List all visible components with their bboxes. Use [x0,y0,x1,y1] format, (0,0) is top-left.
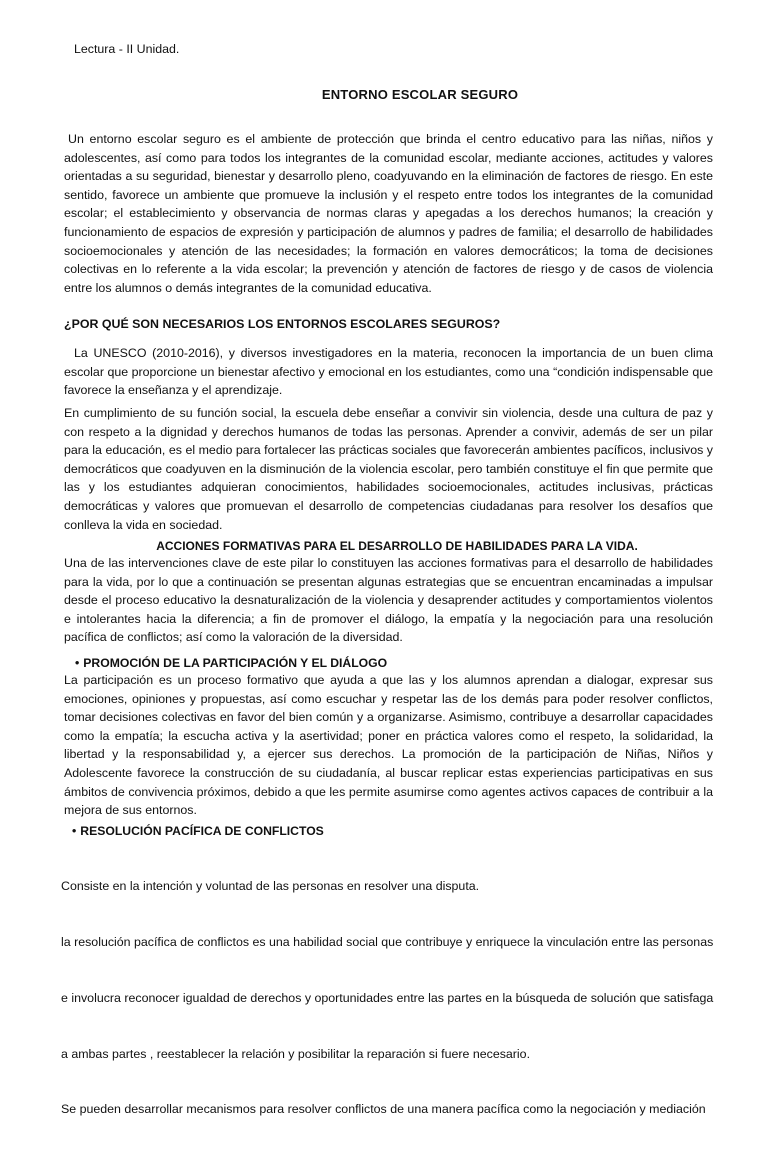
actions-section-heading: ACCIONES FORMATIVAS PARA EL DESARROLLO DE HABILIDADES PARA LA VIDA. [156,539,638,553]
conflict-heading-row [72,824,324,838]
participation-heading-row [75,656,387,670]
conflict-lines [61,840,741,1156]
conflict-line: a ambas partes , reestablecer la relación y posibilitar la reparación si fuere necesario. [61,1046,531,1061]
intro-paragraph: Un entorno escolar seguro es el ambiente de protección que brinda el centro educativo para las niñas, niños y adolescentes, así como para todos los integrantes de la comunidad escolar, mediante acciones, actitudes y valores orientadas a su seguridad, bienestar y desarrollo pleno, coadyuvando en la eliminación de factores de riesgo. En este sentido, favorece un ambiente que promueve la inclusión y el respeto entre todos los integrantes de la comunidad escolar; el establecimiento y observancia de normas claras y apegadas a los derechos humanos; la creación y funcionamiento de espacios de expresión y participación de alumnos y padres de familia; el desarrollo de habilidades socioemocionales y atención de las necesidades; la formación en valores democráticos; la toma de decisiones colectivas en lo referente a la vida escolar; la prevención y atención de factores de riesgo y de casos de violencia entre los alumnos o demás integrantes de la comunidad educativa. [64,132,713,295]
participation-heading: PROMOCIÓN DE LA PARTICIPACIÓN Y EL DIÁLOGO [83,656,388,670]
reading-label: Lectura - II Unidad. [74,42,180,56]
conflict-line: Consiste en la intención y voluntad de las personas en resolver una disputa. [61,879,480,894]
conflict-line: la resolución pacífica de conflictos es una habilidad social que contribuye y enriquece la vinculación entre las personas [61,934,714,949]
conflict-heading: RESOLUCIÓN PACÍFICA DE CONFLICTOS [80,824,324,838]
participation-paragraph: La participación es un proceso formativo que ayuda a que las y los alumnos aprendan a dialogar, expresar sus emociones, opiniones y propuestas, así como escuchar y respetar las de los demás para poder resolver conflictos, tomar decisiones colectivas en favor del bien común y a organizarse. Asimismo, contribuye a desarrollar capacidades como la empatía; la escucha activa y la asertividad; poner en práctica valores como el respeto, la solidaridad, la libertad y la responsabilidad y, a ejercer sus derechos. La promoción de la participación de Niñas, Niños y Adolescente favorece la construcción de su ciudadanía, al buscar replicar estas experiencias participativas en sus ámbitos de convivencia próximos, debido a que les permite asumirse como agentes activos capaces de contribuir a la mejora de sus entornos. [64,673,713,818]
conflict-line: Se pueden desarrollar mecanismos para resolver conflictos de una manera pacífica como la negociación y mediación [61,1102,706,1117]
bullet-icon: • [72,824,77,838]
bullet-icon: • [75,656,80,670]
conflict-line: e involucra reconocer igualdad de derechos y oportunidades entre las partes en la búsqueda de solución que satisfaga [61,990,714,1005]
why-paragraph-2: En cumplimiento de su función social, la escuela debe enseñar a convivir sin violencia, desde una cultura de paz y con respeto a la dignidad y derechos humanos de todas las personas. Aprender a convivir, además de ser un pilar para la educación, es el medio para fortalecer las prácticas sociales que favorecerán ambientes pacíficos, inclusivos y democráticos que coadyuven en la disminución de la violencia escolar, pero también constituye el fin que permite que las y los estudiantes adquieran conocimientos, habilidades socioemocionales, actitudes inclusivas, prácticas democráticas y valores que promuevan el desarrollo de competencias ciudadanas para resolver los desafíos que conlleva la vida en sociedad. [64,406,713,532]
why-section-heading: ¿POR QUÉ SON NECESARIOS LOS ENTORNOS ESCOLARES SEGUROS? [64,317,501,331]
actions-paragraph: Una de las intervenciones clave de este pilar lo constituyen las acciones formativas para el desarrollo de habilidades para la vida, por lo que a continuación se presentan algunas estrategias que se encuentran encaminadas a impulsar desde el proceso educativo la desnaturalización de la violencia y desaprender actitudes y comportamientos violentos e intolerantes hacia la diferencia; a fin de promover el diálogo, la empatía y la negociación para una resolución pacífica de conflictos; así como la valoración de la diversidad. [64,556,713,645]
document-title: ENTORNO ESCOLAR SEGURO [321,87,519,102]
why-paragraph-1: La UNESCO (2010-2016), y diversos investigadores en la materia, reconocen la importancia de un buen clima escolar que proporcione un bienestar afectivo y emocional en los estudiantes, como una “condición indispensable que favorece la enseñanza y el aprendizaje. [64,346,713,398]
